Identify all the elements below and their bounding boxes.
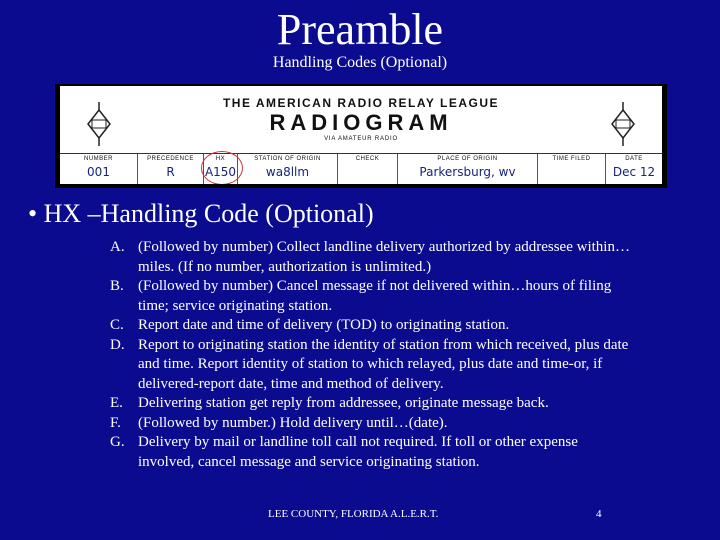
form-via: VIA AMATEUR RADIO [324, 136, 398, 142]
list-item-text: Report to originating station the identity of station from which received, plus date and time. Report identity of station to which relayed, plus date and time-or, if delivered-report date, time and method of delivery. [138, 336, 629, 392]
field-value: wa8llm [265, 165, 310, 179]
field-label: HX [215, 156, 226, 162]
hx-highlight-circle [201, 151, 243, 184]
list-marker: E. [110, 395, 123, 411]
field-value: Dec 12 [612, 165, 656, 179]
slide-subtitle: Handling Codes (Optional) [272, 54, 448, 71]
list-item [110, 433, 630, 472]
form-league-name: THE AMERICAN RADIO RELAY LEAGUE [222, 96, 500, 110]
list-marker: C. [110, 317, 124, 333]
handling-code-list [110, 238, 630, 472]
radiogram-form [60, 86, 662, 184]
list-item-text: Delivery by mail or landline toll call not required. If toll or other expense involved, cancel message and service originating station. [138, 434, 578, 470]
field-value: R [166, 165, 175, 179]
footer-text: LEE COUNTY, FLORIDA A.L.E.R.T. [268, 508, 439, 520]
list-marker: A. [110, 239, 125, 255]
list-item [110, 316, 630, 336]
list-item [110, 394, 630, 414]
field-number [60, 154, 138, 184]
field-label: PLACE OF ORIGIN [437, 156, 498, 162]
field-label: NUMBER [83, 156, 113, 162]
list-item-text: (Followed by number) Collect landline delivery authorized by addressee within…miles. (If no number, authorization is unlimited.) [138, 239, 630, 275]
list-item [110, 414, 630, 434]
field-label: PRECEDENCE [147, 156, 194, 162]
list-item-text: (Followed by number) Cancel message if not delivered within…hours of filing time; service originating station. [138, 278, 612, 314]
list-item-text: Delivering station get reply from addressee, originate message back. [138, 395, 549, 411]
field-value: A150 [204, 165, 237, 179]
radiogram-form-image [55, 84, 667, 188]
list-item [110, 277, 630, 316]
form-title: RADIOGRAM [269, 110, 453, 135]
list-marker: D. [110, 336, 125, 353]
field-label: STATION OF ORIGIN [254, 156, 321, 162]
list-item-text: Report date and time of delivery (TOD) to originating station. [138, 317, 510, 333]
field-place-of-origin [398, 154, 538, 184]
list-item [110, 336, 630, 395]
field-label: CHECK [355, 156, 380, 162]
field-time-filed [538, 154, 606, 184]
field-label: DATE [625, 156, 643, 162]
field-precedence [138, 154, 204, 184]
list-item [110, 238, 630, 277]
slide-title: Preamble [276, 5, 444, 54]
field-value: 001 [87, 165, 110, 179]
field-check [338, 154, 398, 184]
field-value: Parkersburg, wv [419, 165, 516, 179]
field-station-of-origin [238, 154, 338, 184]
form-fields [60, 154, 662, 184]
field-label: TIME FILED [552, 156, 591, 162]
list-marker: F. [110, 414, 121, 431]
section-heading: • HX –Handling Code (Optional) [28, 199, 374, 228]
page-number: 4 [596, 508, 602, 520]
list-item-text: (Followed by number.) Hold delivery until…(date). [138, 414, 448, 431]
list-marker: G. [110, 434, 125, 450]
list-marker: B. [110, 278, 124, 294]
field-date [606, 154, 662, 184]
